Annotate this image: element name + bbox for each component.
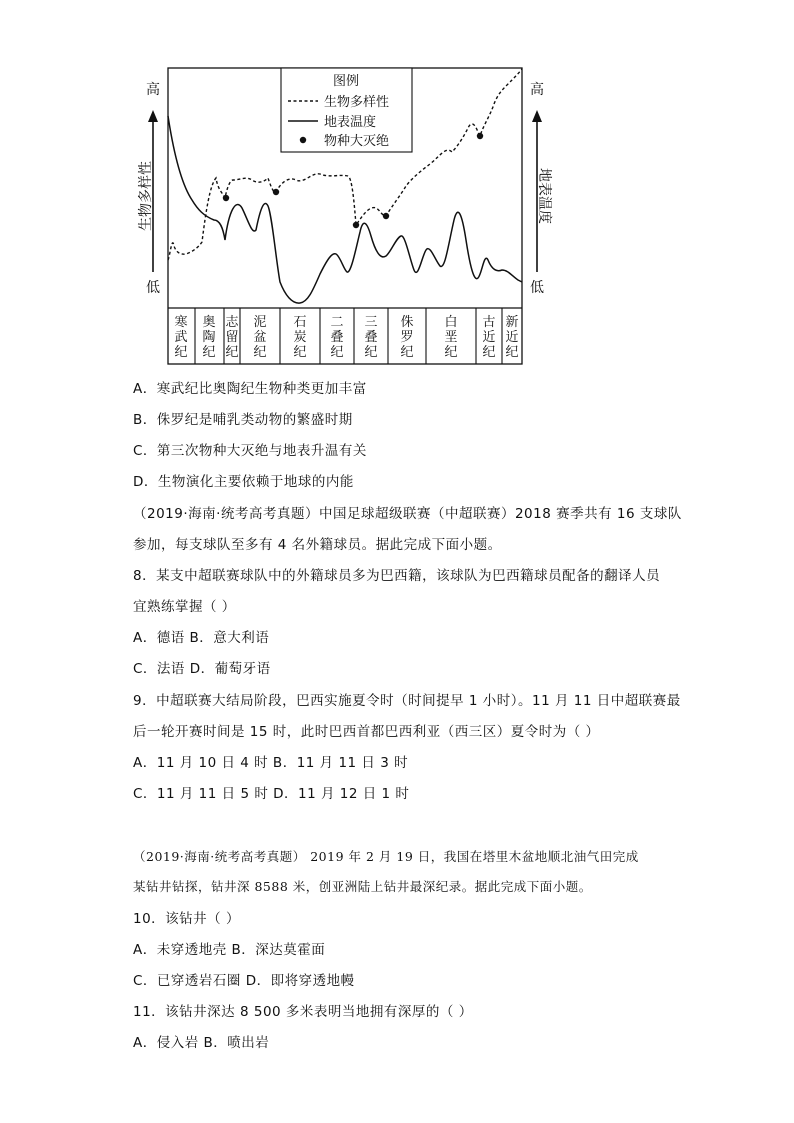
- period-devonian: 泥盆纪: [253, 315, 267, 360]
- legend-label-temperature: 地表温度: [324, 115, 377, 130]
- option-d-q7: D．生物演化主要依赖于地球的内能: [133, 474, 354, 490]
- period-jurassic: 侏罗纪: [400, 315, 414, 360]
- passage-csl-intro: （2019·海南·统考高考真题）中国足球超级联赛（中超联赛）2018 赛季共有 16 支球队: [133, 506, 682, 522]
- biodiversity-temperature-figure: [130, 60, 550, 370]
- passage-drill-intro: （2019·海南·统考高考真题） 2019 年 2 月 19 日，我国在塔里木盆地顺北油气田完成: [133, 849, 639, 864]
- left-axis-label: 生物多样性: [138, 161, 154, 231]
- period-paleogene: 古近纪: [482, 315, 496, 360]
- left-axis-arrowhead: [148, 110, 158, 122]
- legend: [281, 68, 412, 152]
- extinction-marker: [223, 195, 229, 201]
- extinction-marker: [477, 133, 483, 139]
- question-11: 11．该钻井深达 8 500 多米表明当地拥有深厚的（ ）: [133, 1004, 473, 1020]
- option-c-q7: C．第三次物种大灭绝与地表升温有关: [133, 443, 367, 459]
- period-ordovician: 奥陶纪: [202, 315, 216, 360]
- extinction-marker: [273, 189, 279, 195]
- left-axis-top: 高: [146, 82, 160, 98]
- options-9-cd: C．11 月 11 日 5 时 D．11 月 12 日 1 时: [133, 786, 410, 802]
- right-axis-arrowhead: [532, 110, 542, 122]
- options-8-ab: A．德语 B．意大利语: [133, 630, 270, 646]
- options-10-ab: A．未穿透地壳 B．深达莫霍面: [133, 942, 326, 958]
- right-axis-bottom: 低: [530, 280, 544, 296]
- period-silurian: 志留纪: [225, 315, 239, 360]
- right-axis-top: 高: [530, 82, 544, 98]
- extinction-marker: [383, 213, 389, 219]
- period-labels: [174, 314, 518, 360]
- left-axis-bottom: 低: [146, 280, 160, 296]
- period-permian: 二叠纪: [330, 315, 344, 360]
- options-10-cd: C．已穿透岩石圈 D．即将穿透地幔: [133, 973, 355, 989]
- right-axis-label: 地表温度: [536, 168, 552, 224]
- question-9-cont: 后一轮开赛时间是 15 时，此时巴西首都巴西利亚（西三区）夏令时为（ ）: [133, 724, 600, 740]
- legend-title: 图例: [332, 74, 360, 89]
- option-a-q7: A．寒武纪比奥陶纪生物种类更加丰富: [133, 381, 367, 397]
- passage-drill-intro-cont: 某钻井钻探，钻井深 8588 米，创亚洲陆上钻井最深纪录。据此完成下面小题。: [133, 879, 592, 894]
- question-8-cont: 宜熟练掌握（ ）: [133, 599, 236, 615]
- question-10: 10．该钻井（ ）: [133, 911, 240, 927]
- extinction-marker: [353, 222, 359, 228]
- options-9-ab: A．11 月 10 日 4 时 B．11 月 11 日 3 时: [133, 755, 409, 771]
- period-cambrian: 寒武纪: [174, 315, 188, 360]
- legend-label-biodiversity: 生物多样性: [324, 95, 390, 110]
- period-triassic: 三叠纪: [364, 315, 378, 360]
- question-8: 8．某支中超联赛球队中的外籍球员多为巴西籍，该球队为巴西籍球员配备的翻译人员: [133, 568, 661, 584]
- options-8-cd: C．法语 D．葡萄牙语: [133, 661, 271, 677]
- period-carboniferous: 石炭纪: [293, 315, 307, 360]
- option-b-q7: B．侏罗纪是哺乳类动物的繁盛时期: [133, 412, 353, 428]
- passage-csl-intro-cont: 参加，每支球队至多有 4 名外籍球员。据此完成下面小题。: [133, 537, 502, 553]
- period-cretaceous: 白垩纪: [444, 315, 458, 360]
- period-neogene: 新近纪: [505, 315, 519, 360]
- legend-label-extinction: 物种大灭绝: [324, 134, 390, 149]
- question-9: 9．中超联赛大结局阶段，巴西实施夏令时（时间提早 1 小时）。11 月 11 日中超联赛最: [133, 693, 681, 709]
- options-11-ab: A．侵入岩 B．喷出岩: [133, 1035, 270, 1051]
- legend-swatch-extinction: [300, 137, 306, 143]
